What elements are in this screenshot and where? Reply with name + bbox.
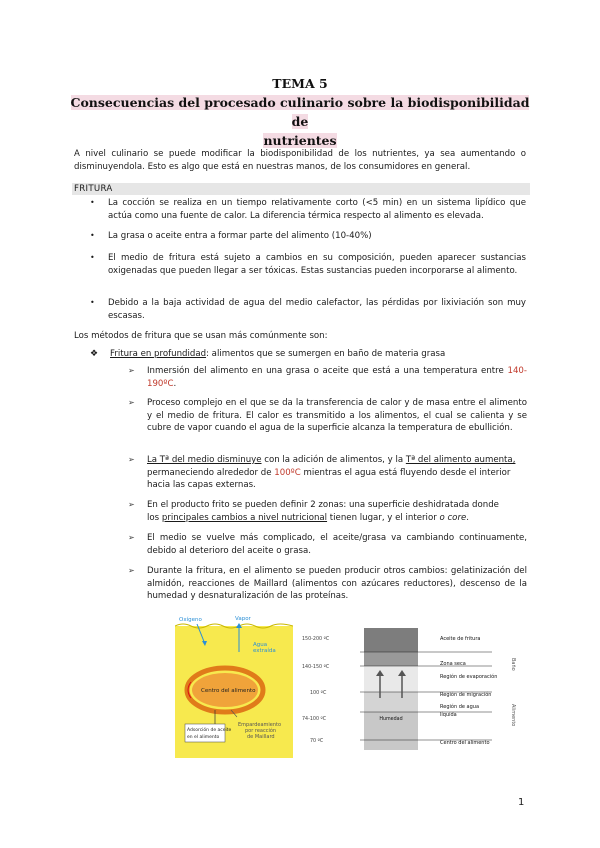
- oil-adsorption-label-2: en el alimento: [187, 735, 220, 740]
- method-item: [110, 348, 510, 361]
- bullet-item: El medio de fritura está sujeto a cambios en su composición, pueden aparecer sustancias oxigenadas que pueden llegar a ser tóxicas. Estas sustancias pueden incorporarse al alimento.: [108, 253, 526, 276]
- temp-label: 100 ºC: [310, 691, 327, 696]
- arrow-bullet-icon: ➢: [128, 366, 135, 375]
- temp-label: 140-150 ºC: [302, 665, 330, 670]
- page-number: 1: [518, 797, 525, 808]
- sub-text: permaneciendo alrededor de: [147, 467, 275, 478]
- sub-text: los: [147, 512, 162, 523]
- sub-text: En el producto frito se pueden definir 2 zonas: una superficie deshidratada donde: [147, 500, 499, 510]
- layer-label: Región de agua: [440, 704, 480, 710]
- vapor-label: Vapor: [235, 616, 251, 622]
- temp-range: 140-190ºC: [147, 366, 527, 389]
- page-subtitle: [70, 93, 530, 150]
- oil-adsorption-label-1: Adsorción de aceite: [187, 728, 232, 733]
- bullet-item: La grasa o aceite entra a formar parte del alimento (10-40%): [108, 231, 372, 241]
- sub-item: Proceso complejo en el que se da la transferencia de calor y de masa entre el alimento y el medio de fritura. El calor es transmitido a los alimentos, el cual se calienta y se cubre de vapor cuando el agua de la superficie alcanza la temperatura de ebullición.: [147, 398, 527, 433]
- oxygen-label: Oxígeno: [179, 617, 202, 623]
- food-center-label: Centro del alimento: [201, 688, 256, 694]
- subtitle-line-2: nutrientes: [263, 133, 337, 148]
- arrow-bullet-icon: ➢: [128, 455, 135, 464]
- bath-side-label: Baño: [510, 658, 516, 671]
- layer-label: Región de migración: [440, 692, 492, 698]
- sub-text: hacia las capas externas.: [147, 480, 256, 490]
- underlined-text: Tª del alimento aumenta,: [405, 455, 516, 465]
- water-label-2: extraída: [253, 648, 276, 654]
- bullet-item: La cocción se realiza en un tiempo relativamente corto (<5 min) en un sistema lipídico que actúa como una fuente de calor. La diferencia térmica respecto al alimento es elevada.: [108, 198, 526, 221]
- layer-label: Región de evaporación: [440, 674, 498, 680]
- layer-label: Aceite de fritura: [440, 636, 481, 642]
- layer-label: Zona seca: [440, 661, 466, 667]
- sub-item: [147, 499, 532, 524]
- water-label-1: Agua: [253, 642, 268, 648]
- bullet-dot: •: [90, 298, 95, 307]
- frying-diagram-right: [300, 628, 532, 750]
- sub-text: .: [466, 512, 469, 523]
- frying-diagram-left: [175, 612, 293, 758]
- arrow-bullet-icon: ➢: [128, 533, 135, 542]
- temp-label: 74-100 ºC: [302, 717, 327, 722]
- sub-item: Durante la fritura, en el alimento se pueden producir otros cambios: gelatinización del almidón, reacciones de Maillard (alimentos con azúcares reductores), descenso de la humedad y desnaturalización de las proteínas.: [147, 566, 527, 601]
- sub-item: [147, 454, 527, 492]
- page-title: TEMA 5: [272, 76, 328, 91]
- temp-label: 70 ºC: [310, 739, 324, 744]
- italic-text: o core: [439, 512, 467, 523]
- sub-item: [147, 365, 527, 390]
- bullet-dot: •: [90, 198, 95, 207]
- temp-label: 150-200 ºC: [302, 637, 330, 642]
- sub-item: El medio se vuelve más complicado, el aceite/grasa va cambiando continuamente, debido al deterioro del aceite o grasa.: [147, 533, 527, 556]
- intro-paragraph: A nivel culinario se puede modificar la biodisponibilidad de los nutrientes, ya sea aumentando o disminuyendola. Esto es algo que está en nuestras manos, de los consumidores en general.: [74, 149, 526, 172]
- sub-text: tienen lugar, y el interior: [327, 512, 440, 523]
- maillard-label-2: por reacción: [245, 728, 277, 734]
- method-desc: : alimentos que se sumergen en baño de materia grasa: [206, 349, 446, 359]
- bullet-item: Debido a la baja actividad de agua del medio calefactor, las pérdidas por lixiviación son muy escasas.: [108, 298, 526, 321]
- sub-text: con la adición de alimentos, y la: [261, 455, 406, 465]
- layer-label: líquida: [440, 712, 457, 718]
- arrow-bullet-icon: ➢: [128, 398, 135, 407]
- sub-text: Inmersión del alimento en una grasa o aceite que está a una temperatura entre: [147, 366, 504, 376]
- underlined-text: principales cambios a nivel nutricional: [161, 512, 328, 523]
- maillard-label-1: Empardeamiento: [238, 722, 282, 728]
- bullet-dot: •: [90, 253, 95, 262]
- method-name: Fritura en profundidad: [110, 349, 207, 359]
- sub-text: mientras el agua está fluyendo desde el interior: [300, 467, 511, 478]
- methods-intro: Los métodos de fritura que se usan más comúnmente son:: [74, 331, 328, 341]
- layer-label: Centro del alimento: [440, 740, 490, 746]
- section-heading: FRITURA: [72, 183, 530, 195]
- diamond-bullet-icon: ❖: [90, 349, 99, 359]
- subtitle-line-1: Consecuencias del procesado culinario sobre la biodisponibilidad de: [70, 95, 530, 129]
- sub-text-end: .: [173, 378, 177, 389]
- temp-value: 100ºC: [274, 467, 301, 478]
- bullet-dot: •: [90, 231, 95, 240]
- humidity-label: Humedad: [379, 717, 403, 722]
- arrow-bullet-icon: ➢: [128, 566, 135, 575]
- maillard-label-3: de Maillard: [247, 734, 275, 740]
- food-side-label: Alimento: [510, 704, 516, 727]
- underlined-text: La Tª del medio disminuye: [147, 455, 262, 465]
- arrow-bullet-icon: ➢: [128, 500, 135, 509]
